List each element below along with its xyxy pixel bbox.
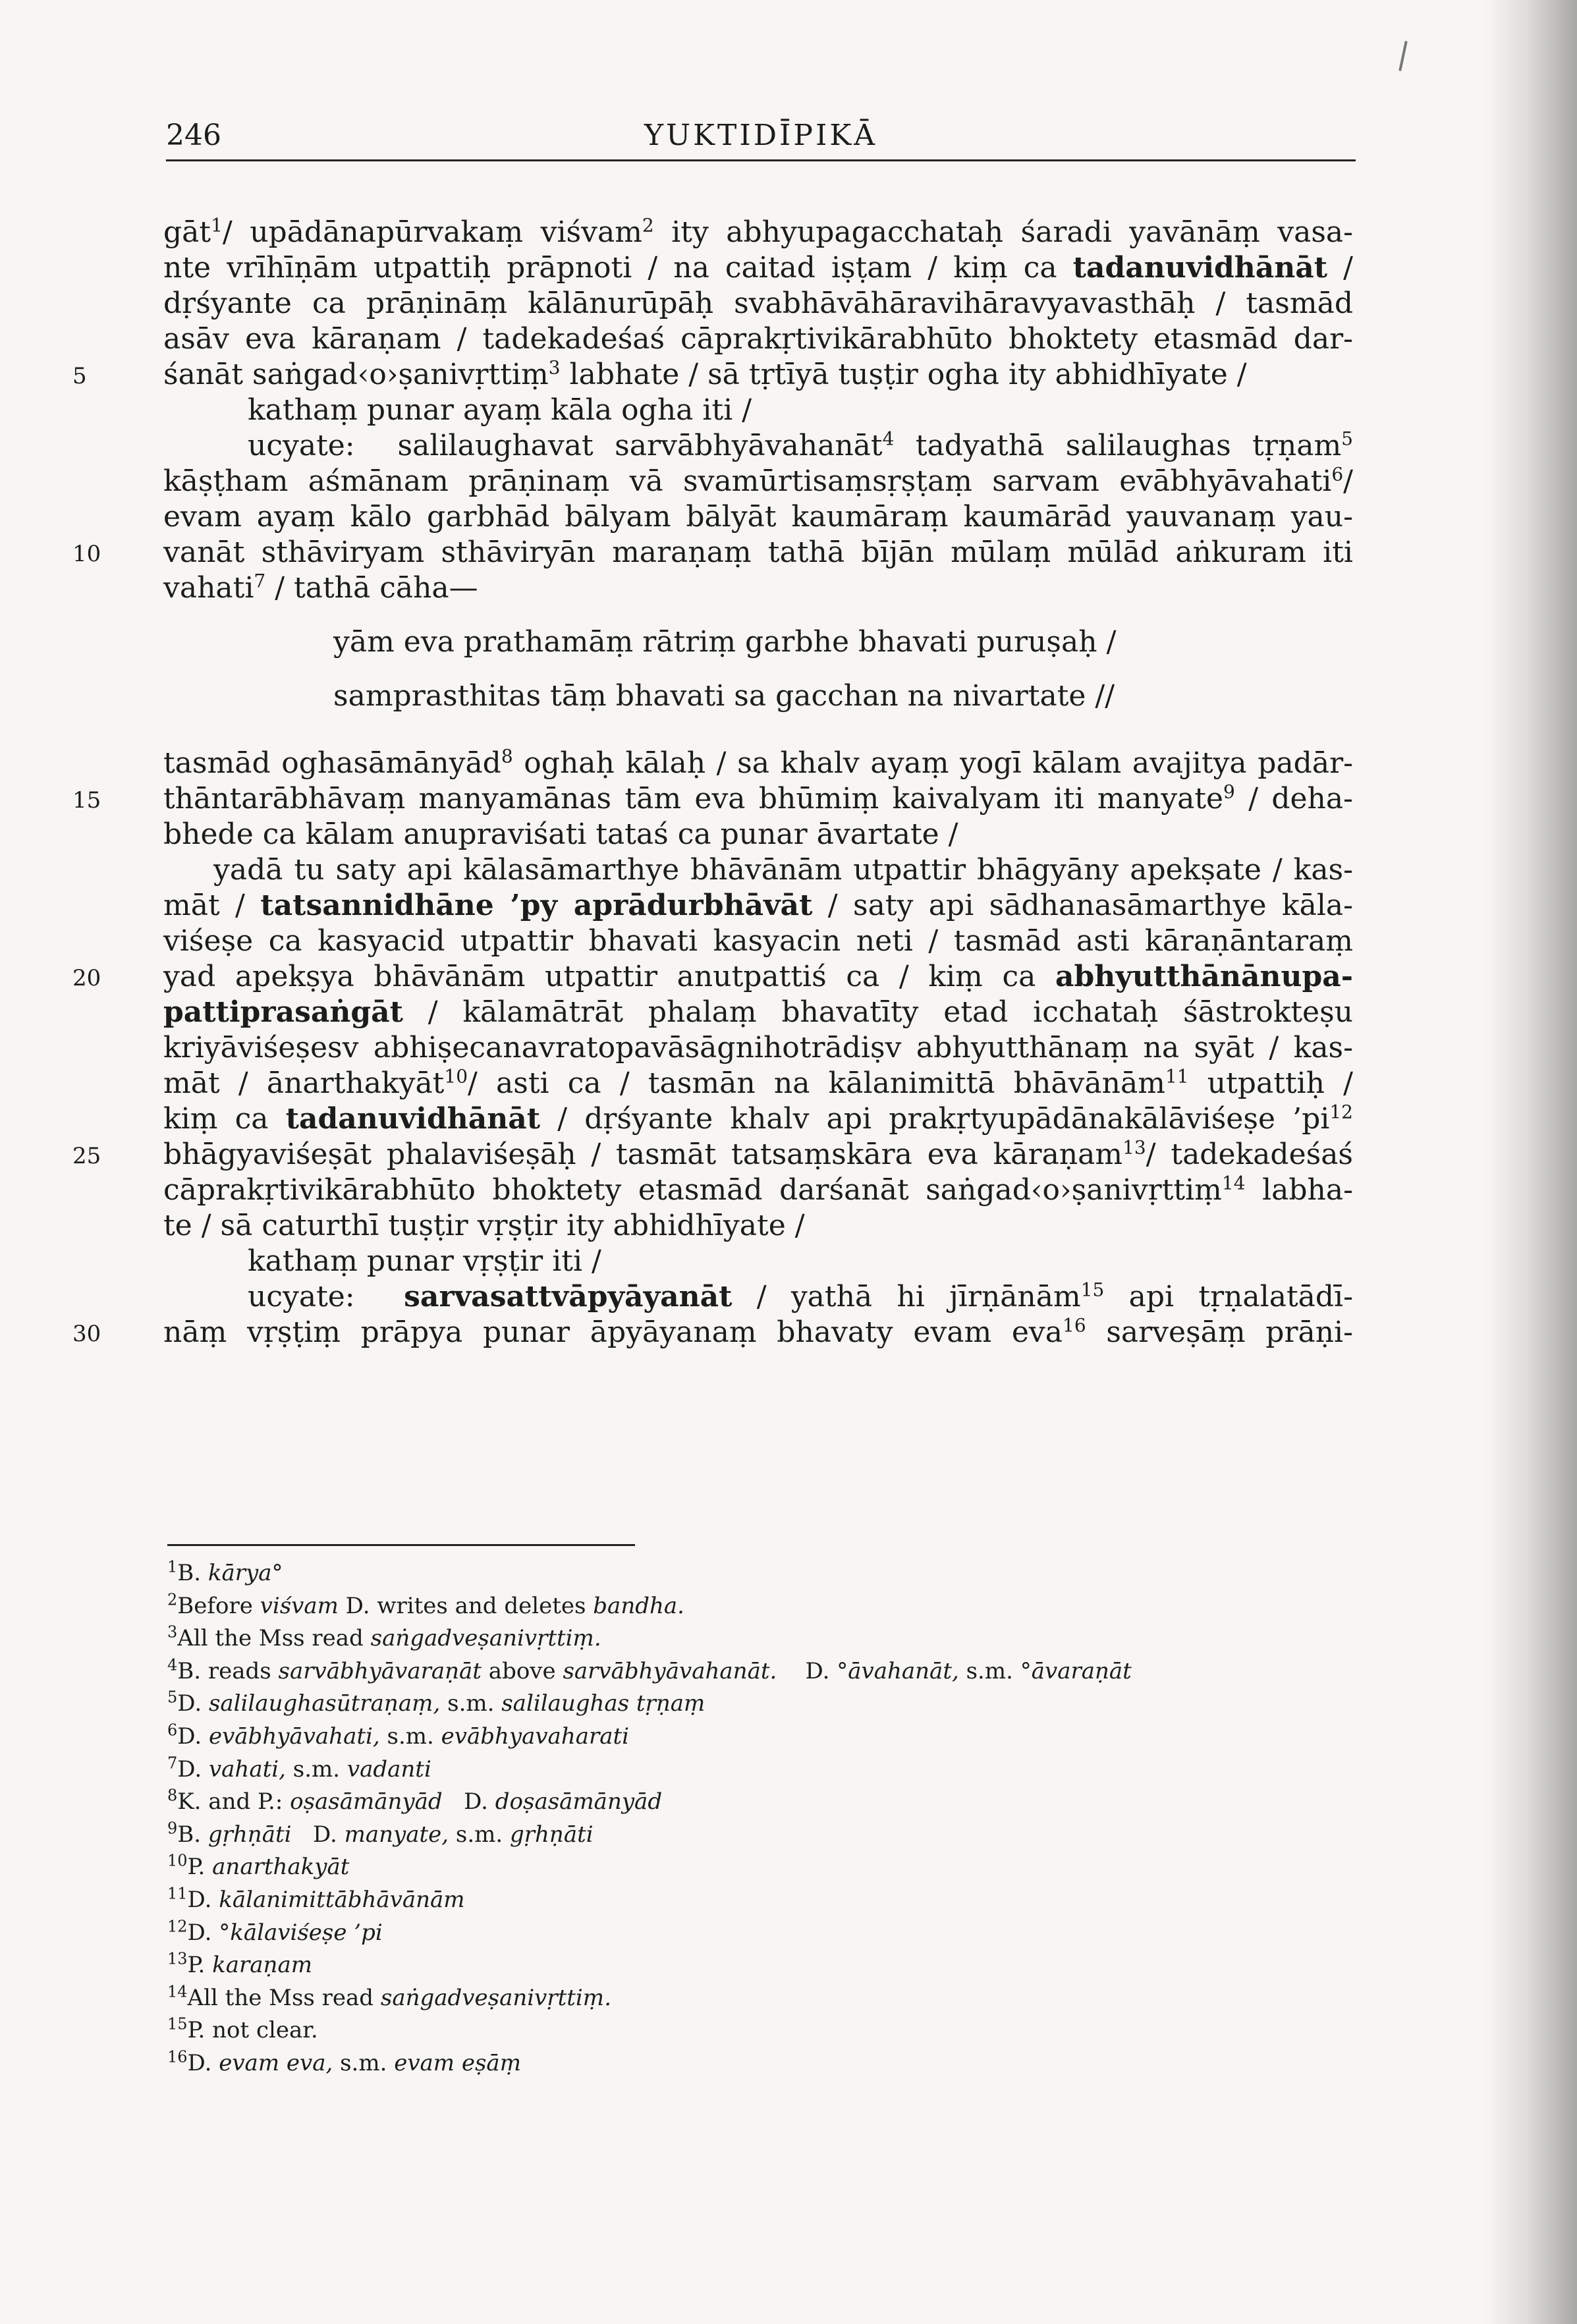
line-number: 20 <box>72 965 101 991</box>
footnote: $^5$D. salilaughasūtraṇaṃ, s.m. salilaughas tṛṇaṃ <box>167 1688 706 1717</box>
text-line: bhāgyaviśeṣāt phalaviśeṣāḥ / tasmāt tatsaṃskāra eva kāraṇam$^{13}$/ tadekadeśaś 25 <box>163 1137 1353 1173</box>
text-line: kriyāviśeṣesv abhiṣecanavratopavāsāgnihotrādiṣv abhyutthānaṃ na syāt / kas- <box>163 1031 1353 1065</box>
running-title: YUKTIDĪPIKĀ <box>644 119 878 152</box>
footnotes <box>167 1557 1353 2080</box>
line-number: 5 <box>72 363 87 389</box>
text-line: dṛśyante ca prāṇināṃ kālānurūpāḥ svabhāvāhāravihāravyavasthāḥ / tasmād <box>163 287 1353 320</box>
text-line: nāṃ vṛṣṭiṃ prāpya punar āpyāyanaṃ bhavaty evam eva$^{16}$ sarveṣāṃ prāṇi- 30 <box>163 1315 1353 1350</box>
text-line: evam ayaṃ kālo garbhād bālyam bālyāt kaumāraṃ kaumārād yauvanaṃ yau- <box>163 500 1353 534</box>
text-line: māt / ānarthakyāt$^{10}$/ asti ca / tasmān na kālanimittā bhāvānām$^{11}$ utpattiḥ / <box>163 1065 1353 1100</box>
text-line: thāntarābhāvaṃ manyamānas tām eva bhūmiṃ kaivalyam iti manyate$^9$ / deha- 15 <box>163 781 1353 817</box>
text-line: kathaṃ punar ayaṃ kāla ogha iti / <box>248 393 752 427</box>
line-number: 25 <box>72 1143 101 1169</box>
page-edge-shadow <box>1485 0 1577 2324</box>
verse-line: samprasthitas tāṃ bhavati sa gacchan na nivartate // <box>333 679 1115 713</box>
footnote-rule <box>167 1544 635 1546</box>
page-header <box>166 116 1356 161</box>
text-line: kiṃ ca tadanuvidhānāt / dṛśyante khalv api prakṛtyupādānakālāviśeṣe $’pi^{12}$ <box>163 1101 1353 1136</box>
text-line: vanāt sthāviryam sthāviryān maraṇaṃ tathā bījān mūlaṃ mūlād aṅkuram iti 10 <box>163 535 1353 570</box>
line-number: 30 <box>72 1321 101 1347</box>
text-line: kathaṃ punar vṛṣṭir iti / <box>248 1244 601 1278</box>
text-line: nte vrīhīṇām utpattiḥ prāpnoti / na caitad iṣṭam / kiṃ ca tadanuvidhānāt / <box>163 251 1354 285</box>
verse-line: yām eva prathamāṃ rātriṃ garbhe bhavati puruṣaḥ / <box>333 625 1117 659</box>
footnote: $^9$B. gṛhṇāti D. manyate, s.m. gṛhṇāti <box>167 1819 594 1848</box>
text-line: kāṣṭham aśmānam prāṇinaṃ vā svamūrtisaṃsṛṣṭaṃ sarvam evābhyāvahati$^6$/ <box>163 463 1353 498</box>
footnote: $^2$Before viśvam D. writes and deletes bandha. <box>167 1590 684 1619</box>
footnote: $^6$D. evābhyāvahati, s.m. evābhyavaharati <box>167 1721 630 1750</box>
text-line: śanāt saṅgad‹o›ṣanivṛttiṃ$^3$ labhate / sā tṛtīyā tuṣṭir ogha ity abhidhīyate / 5 <box>163 357 1353 393</box>
text-line: māt / tatsannidhāne ’py aprādurbhāvāt / saty api sādhanasāmarthye kāla- <box>163 889 1353 922</box>
page-number: 246 <box>166 119 221 152</box>
footnote: $^1$B. kārya° <box>167 1557 283 1586</box>
text-line: vahati$^7$ / tathā cāha— <box>163 570 478 605</box>
text-block-1 <box>72 214 1354 606</box>
text-line: gāt$^1$/ upādānapūrvakaṃ viśvam$^2$ ity abhyupagacchataḥ śaradi yavānāṃ vasa- <box>163 214 1353 249</box>
text-line: te / sā caturthī tuṣṭir vṛṣṭir ity abhidhīyate / <box>163 1209 805 1242</box>
footnote: $^4$B. reads sarvābhyāvaraṇāt above sarvābhyāvahanāt. D. °āvahanāt, s.m. °āvaraṇāt <box>167 1655 1132 1684</box>
line-number: 10 <box>72 541 101 567</box>
footnote: $^{11}$D. kālanimittābhāvānām <box>167 1884 465 1913</box>
footnote: $^{16}$D. evam eva, s.m. evam eṣāṃ <box>167 2047 522 2076</box>
footnote: $^8$K. and P.: oṣasāmānyād D. doṣasāmānyād <box>167 1786 663 1815</box>
line-number: 15 <box>72 787 101 814</box>
text-line: yad apekṣya bhāvānām utpattir anutpattiś ca / kiṃ ca abhyutthānānupa- 20 <box>163 959 1353 995</box>
text-line: ucyate: sarvasattvāpyāyanāt / yathā hi jīrṇānām$^{15}$ api tṛṇalatādī- <box>248 1279 1353 1314</box>
text-line: tasmād oghasāmānyād$^8$ oghaḥ kālaḥ / sa khalv ayaṃ yogī kālam avajitya padār- <box>163 745 1353 780</box>
footnote: $^{14}$All the Mss read saṅgadveṣanivṛttiṃ. <box>167 1982 612 2011</box>
text-block-2 <box>72 745 1354 1350</box>
footnote: $^{12}$D. °kālaviśeṣe ’pi <box>167 1917 383 1946</box>
text-line: cāprakṛtivikārabhūto bhoktety etasmād darśanāt saṅgad‹o›ṣanivṛttiṃ$^{14}$ labha- <box>163 1172 1353 1207</box>
text-line: pattiprasaṅgāt / kālamātrāt phalaṃ bhavatīty etad icchataḥ śāstrokteṣu <box>163 995 1353 1029</box>
footnote: $^3$All the Mss read saṅgadveṣanivṛttiṃ. <box>167 1622 601 1652</box>
main-text <box>72 214 1354 1350</box>
footnote: $^{10}$P. anarthakyāt <box>167 1852 350 1881</box>
text-line: asāv eva kāraṇam / tadekadeśaś cāprakṛtivikārabhūto bhoktety etasmād dar- <box>163 322 1353 356</box>
footnote: $^{13}$P. karaṇam <box>167 1949 312 1979</box>
text-line: ucyate: salilaughavat sarvābhyāvahanāt$^4$ tadyathā salilaughas tṛṇam$^5$ <box>248 428 1353 462</box>
stray-pencil-mark <box>1398 41 1407 71</box>
footnote: $^{15}$P. not clear. <box>167 2014 318 2044</box>
verse-quotation <box>163 615 1353 723</box>
text-line: viśeṣe ca kasyacid utpattir bhavati kasyacin neti / tasmād asti kāraṇāntaraṃ <box>163 924 1353 958</box>
text-line: yadā tu saty api kālasāmarthye bhāvānām utpattir bhāgyāny apekṣate / kas- <box>213 853 1353 887</box>
footnote: $^7$D. vahati, s.m. vadanti <box>167 1754 431 1783</box>
text-line: bhede ca kālam anupraviśati tataś ca punar āvartate / <box>163 817 958 851</box>
